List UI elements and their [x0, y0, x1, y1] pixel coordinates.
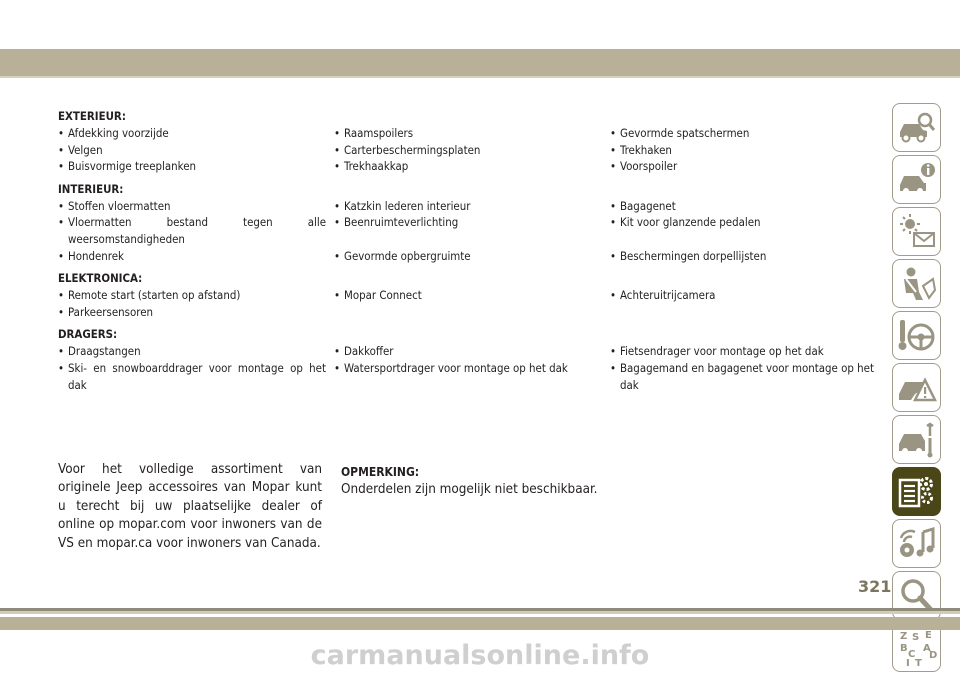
section: [58, 270, 888, 320]
section-title: DRAGERS:: [58, 327, 118, 342]
list-item: • Bagagenet: [610, 198, 888, 215]
index-letter: C: [907, 648, 915, 660]
item-row: [58, 287, 888, 304]
list-item: • Watersportdrager voor montage op het dak: [334, 360, 610, 393]
index-letter: D: [928, 649, 937, 661]
list-item: • Carterbeschermingsplaten: [334, 142, 610, 159]
list-item: • Vloermatten bestand tegen alle weersomstandigheden: [58, 214, 334, 247]
index-letter: E: [924, 629, 932, 641]
section-title: EXTERIEUR:: [58, 109, 126, 123]
index-letter: Z: [899, 630, 907, 642]
list-gears-icon: [897, 472, 937, 512]
note-block: [341, 463, 621, 499]
list-item: • Fietsendrager voor montage op het dak: [610, 343, 888, 360]
seatbelt-airbag-icon: [897, 264, 937, 304]
intro-paragraph: Voor het volledige assortiment van originele Jeep accessoires van Mopar kunt u terecht bij uw plaatselijke dealer of online op mopar.com voor inwoners van de VS en mopar.ca voor inwoners van Canada.: [58, 462, 322, 551]
section-title: ELEKTRONICA:: [58, 271, 143, 286]
list-item: [331, 304, 612, 321]
index-letter: T: [914, 657, 922, 668]
tab-seatbelt-airbag[interactable]: [892, 259, 941, 308]
list-item: [613, 304, 888, 321]
bottom-decor-line-light: [0, 611, 960, 614]
list-item: • Remote start (starten op afstand): [58, 287, 334, 304]
car-wrench-icon: [897, 420, 937, 460]
index-letter: A: [922, 642, 931, 654]
top-decor-line: [0, 76, 960, 78]
index-letter: S: [911, 631, 919, 643]
list-item: • Stoffen vloermatten: [58, 198, 334, 215]
list-item: • Raamspoilers: [334, 125, 610, 142]
list-item: • Trekhaken: [610, 142, 888, 159]
list-item: • Voorspoiler: [610, 158, 888, 175]
list-item: • Draagstangen: [58, 343, 334, 360]
tab-list-gears[interactable]: [892, 467, 941, 516]
warning-lights-message-icon: [897, 212, 937, 252]
steering-wheel-key-icon: [897, 316, 937, 356]
list-item: • Kit voor glanzende pedalen: [610, 214, 888, 247]
item-row: [58, 360, 888, 393]
list-item: • Buisvormige treeplanken: [58, 158, 334, 175]
top-decor-band: [0, 49, 960, 76]
section: [58, 108, 888, 175]
section-title: INTERIEUR:: [58, 181, 124, 196]
item-row: [58, 214, 888, 247]
tab-car-info[interactable]: [892, 155, 941, 204]
list-item: • Hondenrek: [58, 248, 334, 265]
item-row: [58, 158, 888, 175]
item-row: [58, 125, 888, 142]
list-item: • Parkeersensoren: [58, 304, 331, 321]
item-row: [58, 304, 888, 321]
bottom-decor-band: [0, 617, 960, 630]
list-item: • Katzkin lederen interieur: [334, 198, 610, 215]
tab-steering-wheel[interactable]: [892, 311, 941, 360]
list-item: • Bagagemand en bagagenet voor montage op het dak: [610, 360, 888, 393]
car-info-icon: [897, 160, 937, 200]
note-text: Onderdelen zijn mogelijk niet beschikbaar.: [341, 482, 598, 497]
list-item: • Gevormde opbergruimte: [334, 248, 610, 265]
note-title: OPMERKING:: [341, 465, 420, 479]
item-row: [58, 142, 888, 159]
list-item: • Trekhaakkap: [334, 158, 610, 175]
watermark-text: carmanualsonline.info: [310, 640, 650, 671]
item-row: [58, 248, 888, 265]
car-magnifier-icon: [897, 108, 937, 148]
section: [58, 181, 888, 264]
list-item: • Ski- en snowboarddrager voor montage op het dak: [58, 360, 334, 393]
tab-car-hazard[interactable]: [892, 363, 941, 412]
tab-car-wrench[interactable]: [892, 415, 941, 464]
list-item: • Dakkoffer: [334, 343, 610, 360]
chapter-tabs: [892, 103, 941, 675]
list-item: • Afdekking voorzijde: [58, 125, 334, 142]
list-item: • Beschermingen dorpellijsten: [610, 248, 888, 265]
tab-radio-music[interactable]: [892, 519, 941, 568]
index-letter: I: [905, 657, 910, 668]
radio-music-icon: [897, 524, 937, 564]
accessory-list: [58, 108, 888, 399]
list-item: • Velgen: [58, 142, 334, 159]
list-item: • Achteruitrijcamera: [610, 287, 888, 304]
tab-warning-lights[interactable]: [892, 207, 941, 256]
index-letter: B: [899, 642, 908, 654]
item-row: [58, 198, 888, 215]
tab-car-magnifier[interactable]: [892, 103, 941, 152]
section: [58, 326, 888, 393]
car-hazard-triangle-icon: [897, 368, 937, 408]
item-row: [58, 343, 888, 360]
list-item: • Mopar Connect: [334, 287, 610, 304]
list-item: • Beenruimteverlichting: [334, 214, 610, 247]
page-number: 321: [858, 577, 892, 596]
list-item: • Gevormde spatschermen: [610, 125, 888, 142]
